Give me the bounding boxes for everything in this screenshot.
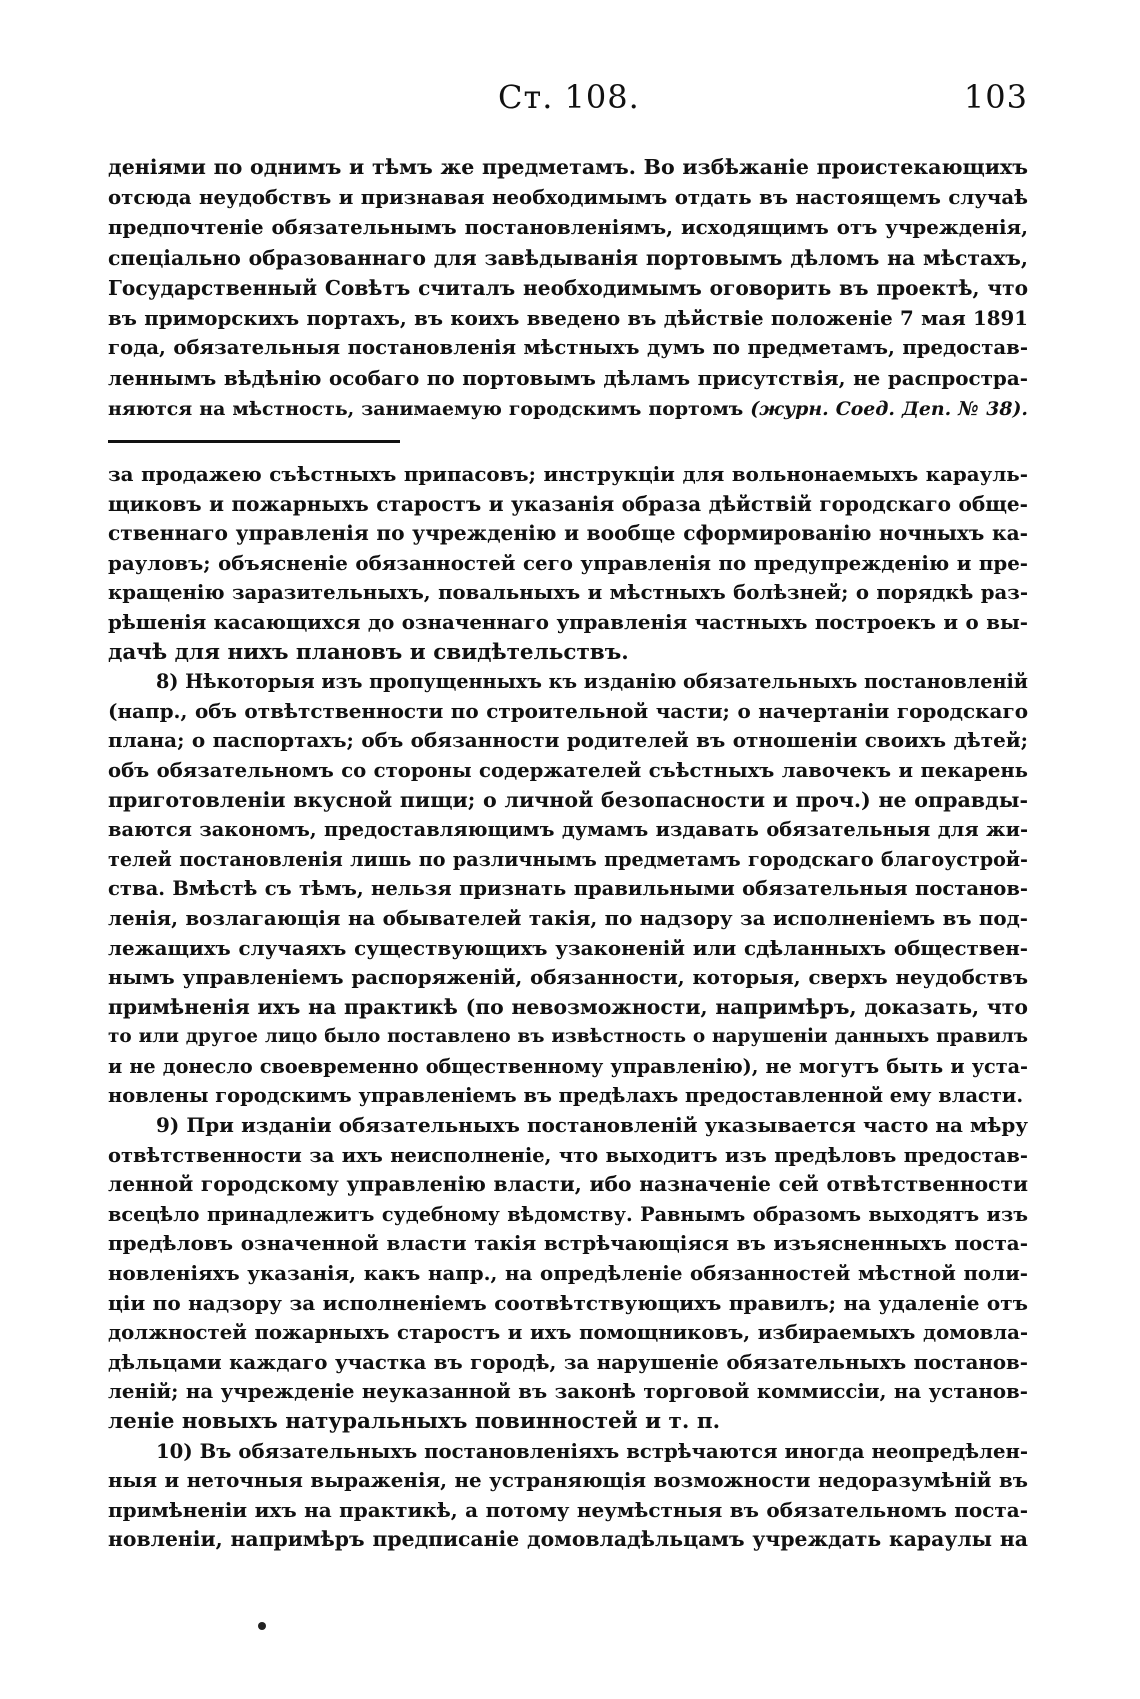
page-number: 103 <box>963 78 1028 116</box>
footnote-line: новленіи, напримѣръ предписаніе домовладѣльцамъ учреждать караулы на <box>108 1527 1028 1552</box>
footnote-line: щиковъ и пожарныхъ старостъ и указанія образа дѣйствій городскаго обще- <box>108 491 1028 516</box>
footnote-line: ленной городскому управленію власти, ибо назначеніе сей отвѣтственности <box>108 1172 1028 1197</box>
text-line: въ приморскихъ портахъ, въ коихъ введено въ дѣйствіе положеніе 7 мая 1891 <box>108 306 1028 331</box>
footnote-line: предѣловъ означенной власти такія встрѣчающіяся въ изъясненныхъ поста- <box>108 1231 1028 1256</box>
footnote-divider <box>108 440 400 443</box>
text-line: года, обязательныя постановленія мѣстныхъ думъ по предметамъ, предостав- <box>108 336 1028 360</box>
footnote-line: 10) Въ обязательныхъ постановленіяхъ встрѣчаются иногда неопредѣлен- <box>156 1439 1028 1463</box>
footnote-line: леніе новыхъ натуральныхъ повинностей и т. п. <box>108 1409 721 1434</box>
footnote-line: примѣненіи ихъ на практикѣ, а потому неумѣстныя въ обязательномъ поста- <box>108 1497 1028 1522</box>
footnote-line: и не донесло своевременно общественному управленію), не могутъ быть и уста- <box>108 1054 1028 1078</box>
footnote-line: 9) При изданіи обязательныхъ постановленій указывается часто на мѣру <box>156 1113 1028 1138</box>
footnote-line: приготовленіи вкусной пищи; о личной безопасности и проч.) не оправды- <box>108 787 1028 812</box>
footnote-line: новленіяхъ указанія, какъ напр., на опредѣленіе обязанностей мѣстной поли- <box>108 1261 1028 1286</box>
text-line: предпочтеніе обязательнымъ постановленіямъ, исходящимъ отъ учрежденія, <box>108 215 1028 240</box>
footnote-line: нымъ управленіемъ распоряженій, обязанности, которыя, сверхъ неудобствъ <box>108 965 1028 990</box>
footnote-line: дѣльцами каждаго участка въ городѣ, за нарушеніе обязательныхъ постанов- <box>108 1349 1028 1374</box>
footnote-line: новлены городскимъ управленіемъ въ предѣлахъ предоставленной ему власти. <box>108 1084 1024 1108</box>
footnote-line: дачѣ для нихъ плановъ и свидѣтельствъ. <box>108 639 629 665</box>
footnote-line: (напр., объ отвѣтственности по строительной части; о начертаніи городскаго <box>108 698 1028 723</box>
text-line: спеціально образованнаго для завѣдыванія портовымъ дѣломъ на мѣстахъ, <box>108 245 1028 270</box>
footnote-line: всецѣло принадлежитъ судебному вѣдомству. Равнымъ образомъ выходятъ изъ <box>108 1202 1028 1226</box>
text-fragment: няются на мѣстность, занимаемую городскимъ портомъ <box>108 397 744 420</box>
text-line: леннымъ вѣдѣнію особаго по портовымъ дѣламъ присутствія, не распростра- <box>108 366 1028 391</box>
text-line-last <box>108 394 1028 424</box>
footnote-line: леній; на учрежденіе неуказанной въ законѣ торговой коммиссіи, на установ- <box>108 1379 1028 1404</box>
footnote-line: телей постановленія лишь по различнымъ предметамъ городскаго благоустрой- <box>108 847 1028 871</box>
footnote-line: отвѣтственности за ихъ неисполненіе, что выходитъ изъ предѣловъ предостав- <box>108 1143 1028 1167</box>
footnote-line: ленія, возлагающія на обывателей такія, по надзору за исполненіемъ въ под- <box>108 905 1028 930</box>
footnote-line: кращенію заразительныхъ, повальныхъ и мѣстныхъ болѣзней; о порядкѣ раз- <box>108 581 1028 605</box>
article-number: Ст. 108. <box>498 78 640 116</box>
footnote-line: 8) Нѣкоторыя изъ пропущенныхъ къ изданію обязательныхъ постановленій <box>156 670 1028 694</box>
footnote-line: лежащихъ случаяхъ существующихъ узаконеній или сдѣланныхъ обществен- <box>108 935 1028 960</box>
footnote-line: должностей пожарныхъ старостъ и ихъ помощниковъ, избираемыхъ домовла- <box>108 1321 1028 1345</box>
footnote-line: ственнаго управленія по учрежденію и вообще сформированію ночныхъ ка- <box>108 521 1028 546</box>
footnote-line: ваются закономъ, предоставляющимъ думамъ издавать обязательныя для жи- <box>108 818 1028 842</box>
footnote-line: ства. Вмѣстѣ съ тѣмъ, нельзя признать правильными обязательныя постанов- <box>108 877 1028 901</box>
text-line: отсюда неудобствъ и признавая необходимымъ отдать въ настоящемъ случаѣ <box>108 185 1028 210</box>
footnote-line: объ обязательномъ со стороны содержателей съѣстныхъ лавочекъ и пекарень <box>108 758 1028 782</box>
text-line: Государственный Совѣтъ считалъ необходимымъ оговорить въ проектѣ, что <box>108 275 1028 300</box>
text-line: деніями по однимъ и тѣмъ же предметамъ. Во избѣжаніе проистекающихъ <box>108 155 1028 179</box>
footnote-line: примѣненія ихъ на практикѣ (по невозможности, напримѣръ, доказать, что <box>108 994 1028 1019</box>
footnote-line: рѣшенія касающихся до означеннаго управленія частныхъ построекъ и о вы- <box>108 609 1028 634</box>
main-text <box>108 152 1028 424</box>
footnote-text <box>108 460 1028 1555</box>
page-header <box>108 78 1028 128</box>
footnote-line: ціи по надзору за исполненіемъ соотвѣтствующихъ правилъ; на удаленіе отъ <box>108 1290 1028 1315</box>
journal-reference: (журн. Соед. Деп. № 38). <box>750 397 1028 420</box>
ink-spot <box>258 1622 266 1630</box>
footnote-line: рауловъ; объясненіе обязанностей сего управленія по предупрежденію и пре- <box>108 550 1028 575</box>
footnote-line: плана; о паспортахъ; объ обязанности родителей въ отношеніи своихъ дѣтей; <box>108 728 1028 753</box>
footnote-line: ныя и неточныя выраженія, не устраняющія возможности недоразумѣній въ <box>108 1468 1028 1493</box>
footnote-line: за продажею съѣстныхъ припасовъ; инструкціи для вольнонаемыхъ карауль- <box>108 462 1028 486</box>
footnote-line: то или другое лицо было поставлено въ извѣстность о нарушеніи данныхъ правилъ <box>108 1026 1028 1048</box>
